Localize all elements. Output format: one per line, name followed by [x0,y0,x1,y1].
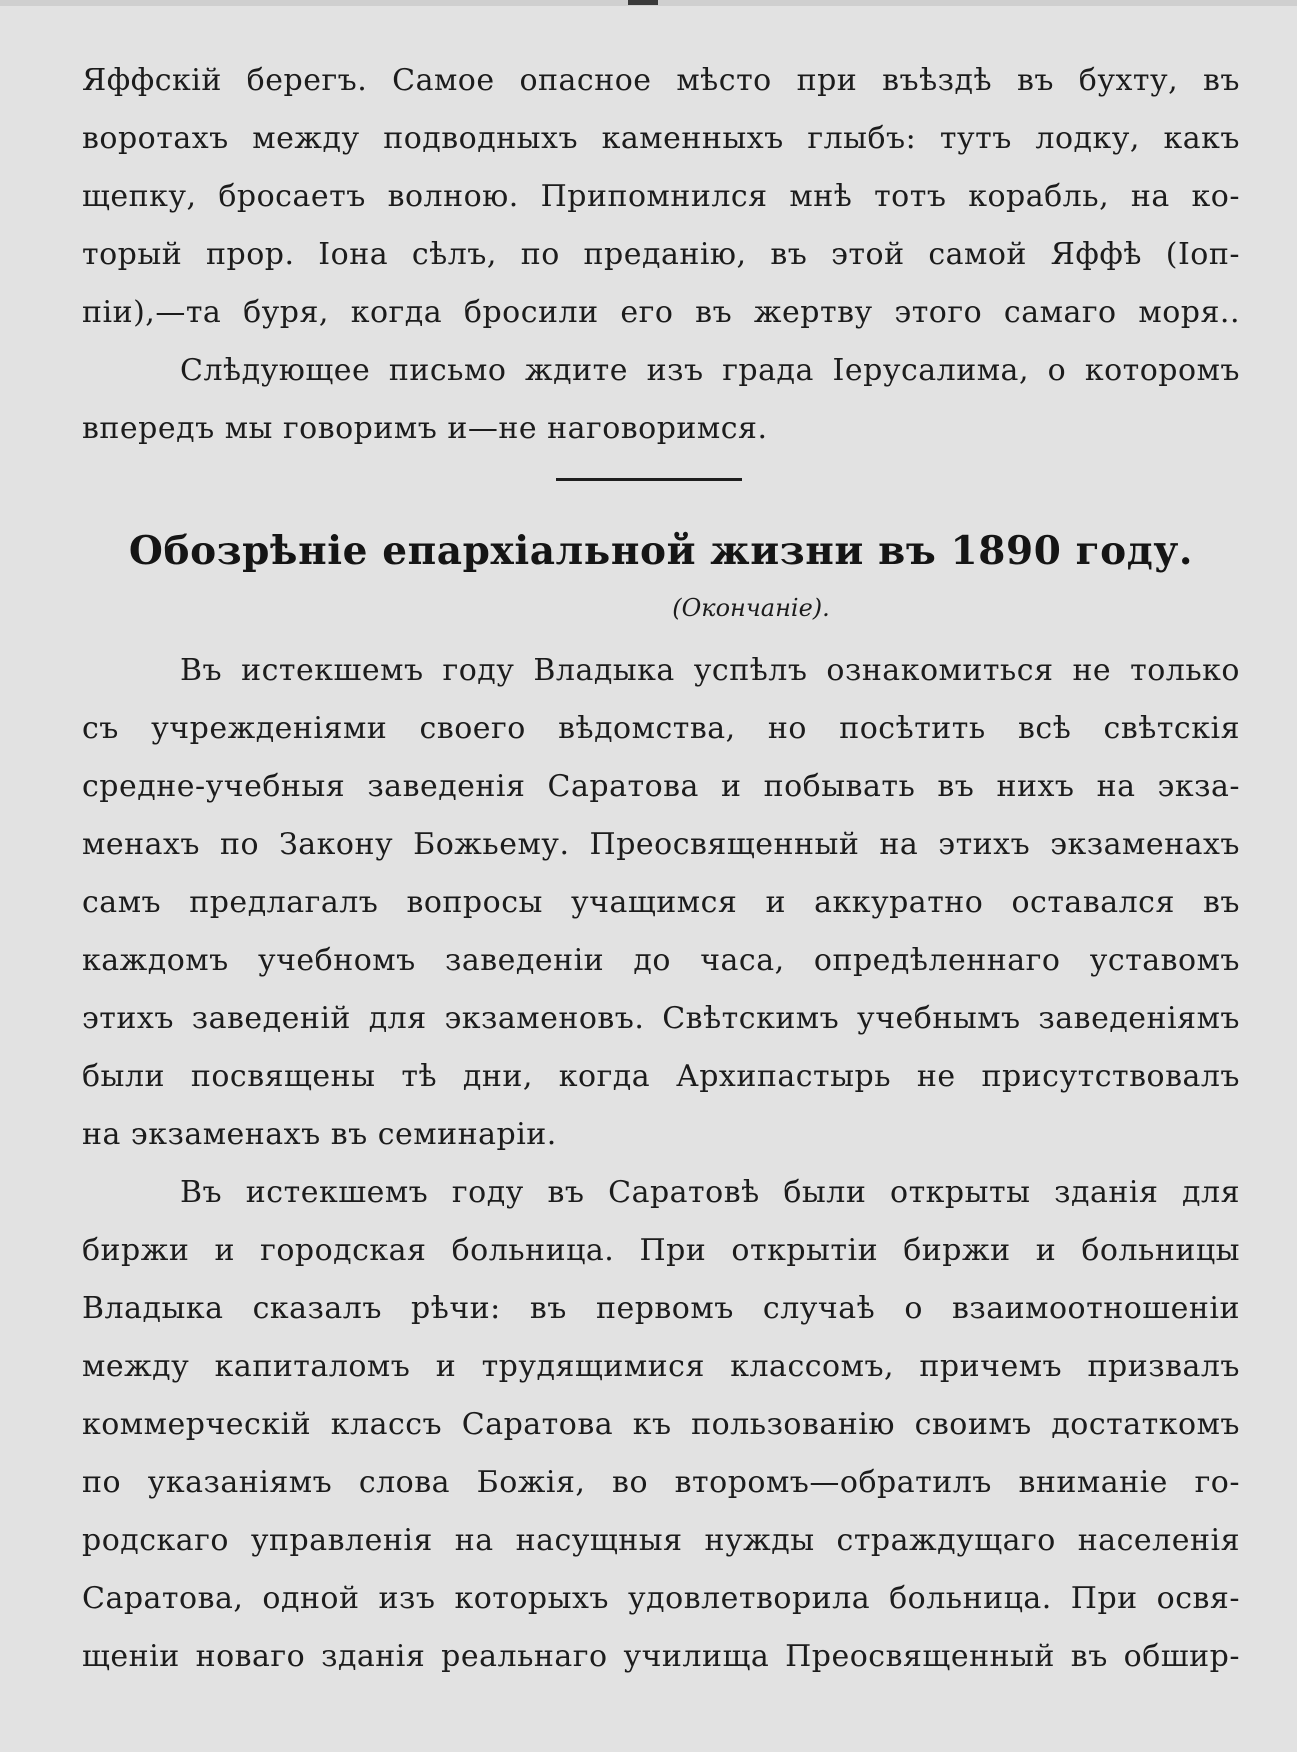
text-line: средне-учебныя заведенія Саратова и побывать въ нихъ на экза- [82,769,1240,804]
text-line: менахъ по Закону Божьему. Преосвященный на этихъ экзаменахъ [82,827,1240,862]
page-number-fragment [628,0,658,5]
paragraph-end-line: впередъ мы говоримъ и—не наговоримся. [82,411,768,446]
text-line: воротахъ между подводныхъ каменныхъ глыбъ: тутъ лодку, какъ [82,121,1240,156]
text-line: Саратова, одной изъ которыхъ удовлетворила больница. При освя- [82,1581,1240,1616]
text-line: щепку, бросаетъ волною. Припомнился мнѣ тотъ корабль, на ко- [82,179,1240,214]
section-title: Обозрѣніе епархіальной жизни въ 1890 году. [128,528,1194,574]
text-line: Владыка сказалъ рѣчи: въ первомъ случаѣ о взаимоотношеніи [82,1291,1240,1326]
paragraph-start-line: Въ истекшемъ году въ Саратовѣ были открыты зданія для [180,1175,1240,1210]
paragraph-start-line: Въ истекшемъ году Владыка успѣлъ ознакомиться не только [180,653,1240,688]
text-line: каждомъ учебномъ заведеніи до часа, опредѣленнаго уставомъ [82,943,1240,978]
text-line: родскаго управленія на насущныя нужды страждущаго населенія [82,1523,1240,1558]
text-line: по указаніямъ слова Божія, во второмъ—обратилъ вниманіе го- [82,1465,1240,1500]
text-line: Яффскій берегъ. Самое опасное мѣсто при въѣздѣ въ бухту, въ [82,63,1240,98]
text-line: торый прор. Іона сѣлъ, по преданію, въ этой самой Яффѣ (Іоп- [82,237,1240,272]
text-line: биржи и городская больница. При открытіи биржи и больницы [82,1233,1240,1268]
text-line: коммерческій классъ Саратова къ пользованію своимъ достаткомъ [82,1407,1240,1442]
text-line: щеніи новаго зданія реальнаго училища Преосвященный въ обшир- [82,1639,1240,1674]
section-subtitle: (Окончаніе). [672,594,830,622]
paragraph-start-line: Слѣдующее письмо ждите изъ града Іерусалима, о которомъ [180,353,1240,388]
section-divider [82,458,1240,514]
text-line: этихъ заведеній для экзаменовъ. Свѣтскимъ учебнымъ заведеніямъ [82,1001,1240,1036]
text-line: съ учрежденіями своего вѣдомства, но посѣтить всѣ свѣтскія [82,711,1240,746]
text-line: между капиталомъ и трудящимися классомъ, причемъ призвалъ [82,1349,1240,1384]
divider-rule [556,478,742,481]
text-line: піи),—та буря, когда бросили его въ жертву этого самаго моря.. [82,295,1240,330]
text-line: были посвящены тѣ дни, когда Архипастырь не присутствовалъ [82,1059,1240,1094]
paragraph-end-line: на экзаменахъ въ семинаріи. [82,1117,557,1152]
text-line: самъ предлагалъ вопросы учащимся и аккуратно оставался въ [82,885,1240,920]
page-text [82,52,1240,1686]
